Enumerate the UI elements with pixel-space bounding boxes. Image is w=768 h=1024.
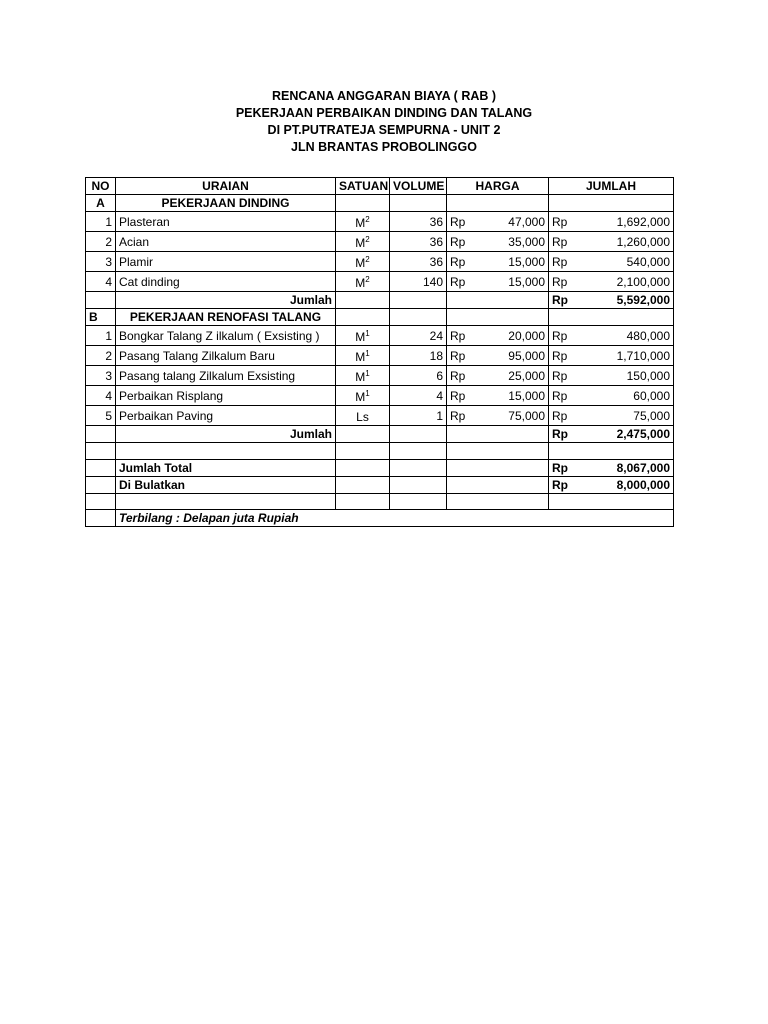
row-volume: 36	[390, 232, 447, 252]
section-a-row	[86, 195, 674, 212]
unit-text: M	[355, 370, 366, 384]
row-no: 2	[86, 232, 116, 252]
row-jumlah: 1,260,000	[577, 232, 674, 252]
rounded-currency: Rp	[549, 476, 577, 493]
blank-row	[86, 443, 674, 460]
row-volume: 1	[390, 406, 447, 426]
section-code: B	[86, 309, 116, 326]
unit-text: M	[355, 276, 366, 290]
subtotal-label: Jumlah	[116, 292, 336, 309]
blank-row	[86, 493, 674, 510]
unit-sup: 2	[365, 275, 370, 284]
row-no: 1	[86, 326, 116, 346]
section-title: PEKERJAAN RENOFASI TALANG	[116, 309, 336, 326]
row-harga: 95,000	[475, 346, 549, 366]
row-uraian: Perbaikan Paving	[116, 406, 336, 426]
row-uraian: Acian	[116, 232, 336, 252]
row-jumlah: 540,000	[577, 252, 674, 272]
unit-sup: 1	[365, 389, 370, 398]
unit-sup: 1	[365, 329, 370, 338]
row-harga-currency: Rp	[447, 272, 475, 292]
row-volume: 140	[390, 272, 447, 292]
subtotal-currency: Rp	[549, 292, 577, 309]
row-volume: 24	[390, 326, 447, 346]
row-jumlah-currency: Rp	[549, 232, 577, 252]
table-row	[86, 272, 674, 292]
table-row	[86, 406, 674, 426]
header-no: NO	[86, 178, 116, 195]
row-volume: 6	[390, 366, 447, 386]
table-row	[86, 366, 674, 386]
subtotal-row-a	[86, 292, 674, 309]
rounded-value: 8,000,000	[577, 476, 674, 493]
row-no: 5	[86, 406, 116, 426]
unit-sup: 2	[365, 235, 370, 244]
total-row	[86, 459, 674, 476]
row-jumlah: 1,692,000	[577, 212, 674, 232]
row-jumlah: 480,000	[577, 326, 674, 346]
row-harga-currency: Rp	[447, 252, 475, 272]
row-uraian: Plamir	[116, 252, 336, 272]
title-line-2: PEKERJAAN PERBAIKAN DINDING DAN TALANG	[235, 106, 533, 120]
row-satuan	[336, 386, 390, 406]
row-harga-currency: Rp	[447, 326, 475, 346]
unit-sup: 1	[365, 369, 370, 378]
header-volume: VOLUME	[390, 178, 447, 195]
row-volume: 36	[390, 252, 447, 272]
subtotal-currency: Rp	[549, 426, 577, 443]
row-harga: 47,000	[475, 212, 549, 232]
row-harga: 15,000	[475, 386, 549, 406]
section-b-row	[86, 309, 674, 326]
row-volume: 36	[390, 212, 447, 232]
row-satuan	[336, 326, 390, 346]
row-harga: 75,000	[475, 406, 549, 426]
row-jumlah-currency: Rp	[549, 366, 577, 386]
row-jumlah-currency: Rp	[549, 212, 577, 232]
row-no: 3	[86, 366, 116, 386]
row-jumlah-currency: Rp	[549, 386, 577, 406]
total-label: Jumlah Total	[116, 459, 336, 476]
unit-text: M	[355, 350, 366, 364]
row-uraian: Plasteran	[116, 212, 336, 232]
row-jumlah-currency: Rp	[549, 406, 577, 426]
table-row	[86, 386, 674, 406]
unit-text: M	[355, 236, 366, 250]
rab-table	[85, 177, 674, 527]
row-harga: 15,000	[475, 272, 549, 292]
table-row	[86, 252, 674, 272]
table-row	[86, 232, 674, 252]
row-uraian: Bongkar Talang Z ilkalum ( Exsisting )	[116, 326, 336, 346]
unit-text: M	[355, 330, 366, 344]
title-line-1: RENCANA ANGGARAN BIAYA ( RAB )	[271, 89, 497, 103]
total-currency: Rp	[549, 459, 577, 476]
row-satuan	[336, 232, 390, 252]
row-satuan	[336, 252, 390, 272]
unit-sup: 1	[365, 349, 370, 358]
row-satuan	[336, 346, 390, 366]
header-row	[86, 178, 674, 195]
row-jumlah: 1,710,000	[577, 346, 674, 366]
section-code: A	[86, 195, 116, 212]
row-jumlah: 60,000	[577, 386, 674, 406]
row-no: 1	[86, 212, 116, 232]
total-value: 8,067,000	[577, 459, 674, 476]
header-jumlah: JUMLAH	[549, 178, 674, 195]
row-harga-currency: Rp	[447, 212, 475, 232]
row-no: 3	[86, 252, 116, 272]
unit-sup: 2	[365, 215, 370, 224]
row-jumlah-currency: Rp	[549, 272, 577, 292]
subtotal-value: 2,475,000	[577, 426, 674, 443]
row-harga-currency: Rp	[447, 406, 475, 426]
row-volume: 18	[390, 346, 447, 366]
table-row	[86, 346, 674, 366]
row-satuan	[336, 212, 390, 232]
unit-sup: 2	[365, 255, 370, 264]
row-satuan	[336, 272, 390, 292]
row-harga: 15,000	[475, 252, 549, 272]
subtotal-label: Jumlah	[116, 426, 336, 443]
row-harga-currency: Rp	[447, 366, 475, 386]
row-volume: 4	[390, 386, 447, 406]
unit-text: M	[355, 216, 366, 230]
row-jumlah-currency: Rp	[549, 252, 577, 272]
terbilang-text: Terbilang : Delapan juta Rupiah	[116, 510, 674, 527]
row-uraian: Pasang talang Zilkalum Exsisting	[116, 366, 336, 386]
unit-text: Ls	[356, 410, 369, 424]
header-satuan: SATUAN	[336, 178, 390, 195]
header-harga: HARGA	[447, 178, 549, 195]
row-jumlah-currency: Rp	[549, 326, 577, 346]
row-no: 4	[86, 272, 116, 292]
row-satuan	[336, 406, 390, 426]
row-harga-currency: Rp	[447, 346, 475, 366]
subtotal-value: 5,592,000	[577, 292, 674, 309]
row-harga-currency: Rp	[447, 232, 475, 252]
section-title: PEKERJAAN DINDING	[116, 195, 336, 212]
document-title	[0, 88, 768, 156]
header-uraian: URAIAN	[116, 178, 336, 195]
table-row	[86, 212, 674, 232]
row-jumlah: 150,000	[577, 366, 674, 386]
row-jumlah: 2,100,000	[577, 272, 674, 292]
row-satuan	[336, 366, 390, 386]
row-harga: 35,000	[475, 232, 549, 252]
title-line-3: DI PT.PUTRATEJA SEMPURNA - UNIT 2	[267, 123, 501, 137]
rounded-label: Di Bulatkan	[116, 476, 336, 493]
row-jumlah: 75,000	[577, 406, 674, 426]
table-row	[86, 326, 674, 346]
row-uraian: Pasang Talang Zilkalum Baru	[116, 346, 336, 366]
row-uraian: Cat dinding	[116, 272, 336, 292]
unit-text: M	[355, 390, 366, 404]
title-line-4: JLN BRANTAS PROBOLINGGO	[291, 140, 477, 154]
row-harga: 25,000	[475, 366, 549, 386]
row-uraian: Perbaikan Risplang	[116, 386, 336, 406]
row-jumlah-currency: Rp	[549, 346, 577, 366]
rounded-row	[86, 476, 674, 493]
terbilang-row	[86, 510, 674, 527]
row-harga-currency: Rp	[447, 386, 475, 406]
row-harga: 20,000	[475, 326, 549, 346]
unit-text: M	[355, 256, 366, 270]
row-no: 4	[86, 386, 116, 406]
subtotal-row-b	[86, 426, 674, 443]
row-no: 2	[86, 346, 116, 366]
